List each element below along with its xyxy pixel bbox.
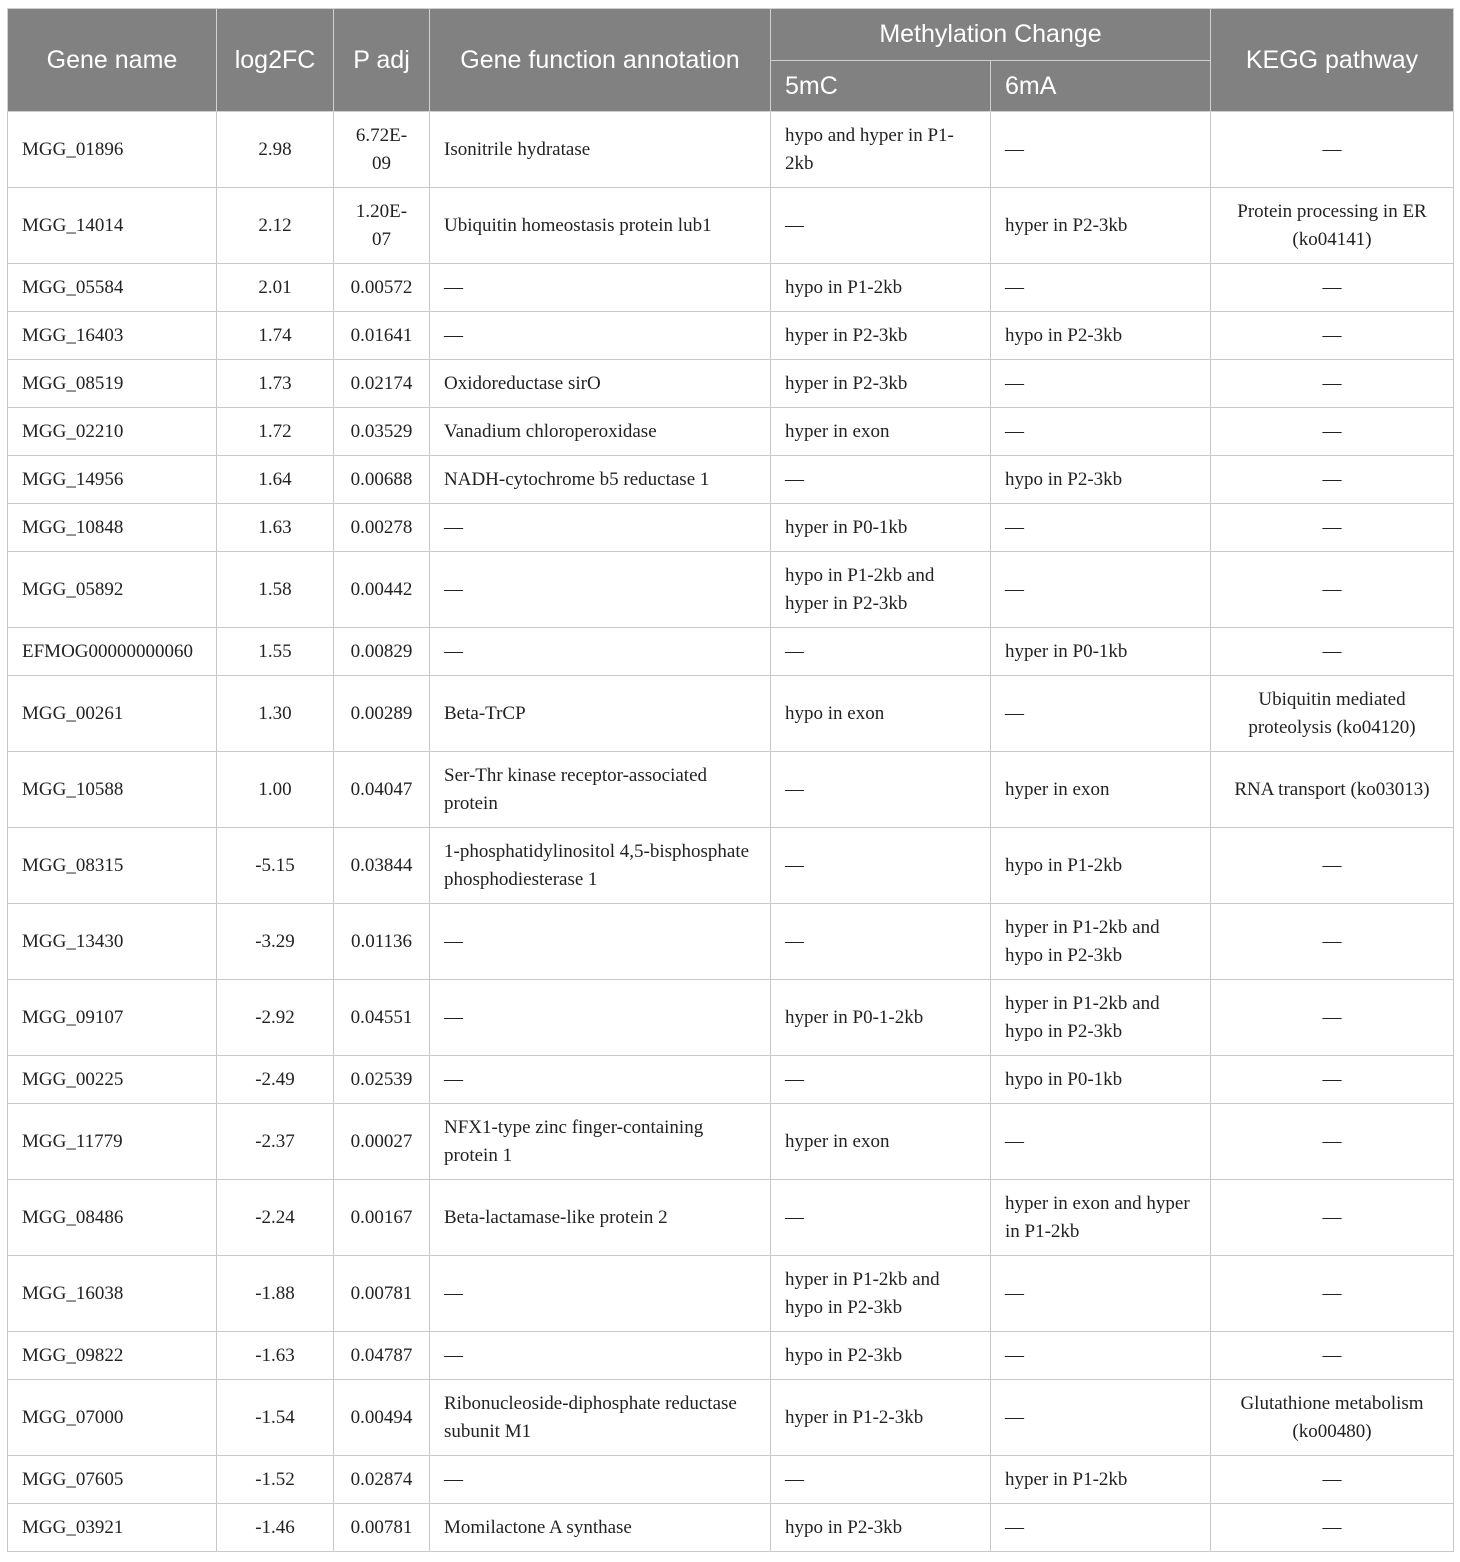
cell-padj: 0.00167 bbox=[334, 1180, 430, 1256]
cell-padj: 0.00494 bbox=[334, 1380, 430, 1456]
cell-gene-name: MGG_16038 bbox=[8, 1256, 217, 1332]
cell-gene-function: Ser-Thr kinase receptor-associated protein bbox=[430, 752, 771, 828]
cell-padj: 0.04551 bbox=[334, 980, 430, 1056]
cell-kegg-pathway: — bbox=[1211, 1456, 1454, 1504]
cell-kegg-pathway: — bbox=[1211, 264, 1454, 312]
cell-log2fc: -1.63 bbox=[217, 1332, 334, 1380]
cell-padj: 0.00781 bbox=[334, 1504, 430, 1552]
table-row bbox=[8, 504, 1454, 552]
cell-log2fc: 1.30 bbox=[217, 676, 334, 752]
header-methylation-change: Methylation Change bbox=[771, 9, 1211, 61]
cell-gene-name: EFMOG00000000060 bbox=[8, 628, 217, 676]
cell-6ma: — bbox=[991, 408, 1211, 456]
cell-6ma: hyper in exon and hyper in P1-2kb bbox=[991, 1180, 1211, 1256]
cell-gene-name: MGG_14956 bbox=[8, 456, 217, 504]
cell-gene-name: MGG_05584 bbox=[8, 264, 217, 312]
cell-log2fc: 1.58 bbox=[217, 552, 334, 628]
cell-6ma: — bbox=[991, 504, 1211, 552]
cell-5mc: hyper in P1-2-3kb bbox=[771, 1380, 991, 1456]
cell-6ma: hypo in P0-1kb bbox=[991, 1056, 1211, 1104]
table-container bbox=[7, 8, 1453, 1552]
cell-5mc: hypo and hyper in P1-2kb bbox=[771, 112, 991, 188]
cell-5mc: — bbox=[771, 1456, 991, 1504]
cell-log2fc: -1.88 bbox=[217, 1256, 334, 1332]
cell-padj: 0.03529 bbox=[334, 408, 430, 456]
cell-6ma: hyper in P1-2kb and hypo in P2-3kb bbox=[991, 980, 1211, 1056]
cell-gene-function: — bbox=[430, 552, 771, 628]
cell-gene-function: Momilactone A synthase bbox=[430, 1504, 771, 1552]
cell-gene-name: MGG_07605 bbox=[8, 1456, 217, 1504]
cell-5mc: hyper in P2-3kb bbox=[771, 360, 991, 408]
table-row bbox=[8, 628, 1454, 676]
cell-gene-name: MGG_02210 bbox=[8, 408, 217, 456]
cell-padj: 6.72E-09 bbox=[334, 112, 430, 188]
cell-5mc: hypo in P1-2kb bbox=[771, 264, 991, 312]
cell-padj: 0.04787 bbox=[334, 1332, 430, 1380]
cell-gene-function: NADH-cytochrome b5 reductase 1 bbox=[430, 456, 771, 504]
cell-5mc: hyper in P0-1kb bbox=[771, 504, 991, 552]
cell-padj: 0.02874 bbox=[334, 1456, 430, 1504]
table-row bbox=[8, 264, 1454, 312]
cell-gene-name: MGG_03921 bbox=[8, 1504, 217, 1552]
cell-kegg-pathway: — bbox=[1211, 1504, 1454, 1552]
cell-kegg-pathway: Protein processing in ER (ko04141) bbox=[1211, 188, 1454, 264]
cell-6ma: hypo in P2-3kb bbox=[991, 456, 1211, 504]
cell-gene-function: Beta-TrCP bbox=[430, 676, 771, 752]
cell-gene-name: MGG_09822 bbox=[8, 1332, 217, 1380]
cell-5mc: hypo in P1-2kb and hyper in P2-3kb bbox=[771, 552, 991, 628]
cell-padj: 0.00278 bbox=[334, 504, 430, 552]
cell-log2fc: 2.01 bbox=[217, 264, 334, 312]
cell-padj: 0.02539 bbox=[334, 1056, 430, 1104]
cell-kegg-pathway: — bbox=[1211, 1332, 1454, 1380]
table-body bbox=[8, 112, 1454, 1552]
cell-padj: 0.00781 bbox=[334, 1256, 430, 1332]
table-row bbox=[8, 312, 1454, 360]
cell-6ma: — bbox=[991, 264, 1211, 312]
cell-gene-function: Beta-lactamase-like protein 2 bbox=[430, 1180, 771, 1256]
cell-5mc: — bbox=[771, 904, 991, 980]
cell-gene-name: MGG_10848 bbox=[8, 504, 217, 552]
cell-gene-function: 1-phosphatidylinositol 4,5-bisphosphate phosphodiesterase 1 bbox=[430, 828, 771, 904]
header-5mc: 5mC bbox=[771, 61, 991, 112]
cell-gene-name: MGG_00261 bbox=[8, 676, 217, 752]
cell-6ma: — bbox=[991, 1256, 1211, 1332]
cell-gene-function: Isonitrile hydratase bbox=[430, 112, 771, 188]
cell-log2fc: -2.92 bbox=[217, 980, 334, 1056]
cell-5mc: — bbox=[771, 1056, 991, 1104]
table-row bbox=[8, 676, 1454, 752]
cell-padj: 0.01641 bbox=[334, 312, 430, 360]
cell-padj: 0.03844 bbox=[334, 828, 430, 904]
cell-6ma: — bbox=[991, 1504, 1211, 1552]
cell-gene-name: MGG_08486 bbox=[8, 1180, 217, 1256]
cell-gene-name: MGG_10588 bbox=[8, 752, 217, 828]
table-row bbox=[8, 828, 1454, 904]
cell-6ma: — bbox=[991, 112, 1211, 188]
cell-kegg-pathway: — bbox=[1211, 1180, 1454, 1256]
cell-gene-name: MGG_07000 bbox=[8, 1380, 217, 1456]
cell-padj: 0.00027 bbox=[334, 1104, 430, 1180]
cell-padj: 0.00442 bbox=[334, 552, 430, 628]
cell-log2fc: 1.55 bbox=[217, 628, 334, 676]
cell-gene-function: Vanadium chloroperoxidase bbox=[430, 408, 771, 456]
cell-6ma: hyper in P2-3kb bbox=[991, 188, 1211, 264]
cell-gene-function: — bbox=[430, 904, 771, 980]
cell-5mc: — bbox=[771, 456, 991, 504]
cell-log2fc: -1.54 bbox=[217, 1380, 334, 1456]
cell-gene-function: — bbox=[430, 1056, 771, 1104]
cell-gene-name: MGG_16403 bbox=[8, 312, 217, 360]
cell-log2fc: -2.37 bbox=[217, 1104, 334, 1180]
header-gene-function: Gene function annotation bbox=[430, 9, 771, 112]
cell-gene-name: MGG_11779 bbox=[8, 1104, 217, 1180]
table-row bbox=[8, 408, 1454, 456]
table-row bbox=[8, 752, 1454, 828]
cell-log2fc: -5.15 bbox=[217, 828, 334, 904]
cell-5mc: — bbox=[771, 828, 991, 904]
table-row bbox=[8, 1456, 1454, 1504]
cell-padj: 0.01136 bbox=[334, 904, 430, 980]
cell-6ma: — bbox=[991, 552, 1211, 628]
cell-padj: 0.00829 bbox=[334, 628, 430, 676]
cell-gene-name: MGG_00225 bbox=[8, 1056, 217, 1104]
cell-kegg-pathway: — bbox=[1211, 1256, 1454, 1332]
cell-padj: 0.00688 bbox=[334, 456, 430, 504]
cell-5mc: hyper in exon bbox=[771, 408, 991, 456]
cell-kegg-pathway: Glutathione metabolism (ko00480) bbox=[1211, 1380, 1454, 1456]
cell-5mc: hypo in P2-3kb bbox=[771, 1504, 991, 1552]
table-row bbox=[8, 904, 1454, 980]
cell-gene-function: NFX1-type zinc finger-containing protein 1 bbox=[430, 1104, 771, 1180]
cell-6ma: hyper in P1-2kb bbox=[991, 1456, 1211, 1504]
cell-gene-function: — bbox=[430, 628, 771, 676]
cell-gene-name: MGG_09107 bbox=[8, 980, 217, 1056]
cell-kegg-pathway: Ubiquitin mediated proteolysis (ko04120) bbox=[1211, 676, 1454, 752]
cell-kegg-pathway: — bbox=[1211, 1104, 1454, 1180]
cell-5mc: hyper in P0-1-2kb bbox=[771, 980, 991, 1056]
cell-log2fc: 1.72 bbox=[217, 408, 334, 456]
cell-gene-function: — bbox=[430, 1456, 771, 1504]
cell-padj: 0.02174 bbox=[334, 360, 430, 408]
cell-6ma: — bbox=[991, 676, 1211, 752]
cell-log2fc: 2.98 bbox=[217, 112, 334, 188]
cell-kegg-pathway: — bbox=[1211, 312, 1454, 360]
cell-gene-function: — bbox=[430, 1332, 771, 1380]
cell-padj: 1.20E-07 bbox=[334, 188, 430, 264]
table-row bbox=[8, 552, 1454, 628]
header-padj: P adj bbox=[334, 9, 430, 112]
cell-6ma: — bbox=[991, 1332, 1211, 1380]
cell-5mc: hypo in P2-3kb bbox=[771, 1332, 991, 1380]
cell-kegg-pathway: — bbox=[1211, 360, 1454, 408]
table-row bbox=[8, 1504, 1454, 1552]
header-log2fc: log2FC bbox=[217, 9, 334, 112]
cell-kegg-pathway: — bbox=[1211, 112, 1454, 188]
cell-padj: 0.00289 bbox=[334, 676, 430, 752]
table-row bbox=[8, 188, 1454, 264]
cell-kegg-pathway: — bbox=[1211, 628, 1454, 676]
cell-log2fc: 1.63 bbox=[217, 504, 334, 552]
cell-5mc: — bbox=[771, 628, 991, 676]
cell-log2fc: -2.49 bbox=[217, 1056, 334, 1104]
cell-6ma: hyper in P1-2kb and hypo in P2-3kb bbox=[991, 904, 1211, 980]
cell-log2fc: -2.24 bbox=[217, 1180, 334, 1256]
cell-kegg-pathway: — bbox=[1211, 980, 1454, 1056]
gene-methylation-table bbox=[7, 8, 1454, 1552]
cell-kegg-pathway: — bbox=[1211, 828, 1454, 904]
cell-gene-function: — bbox=[430, 264, 771, 312]
cell-5mc: hypo in exon bbox=[771, 676, 991, 752]
cell-5mc: hyper in P2-3kb bbox=[771, 312, 991, 360]
header-kegg-pathway: KEGG pathway bbox=[1211, 9, 1454, 112]
table-row bbox=[8, 1256, 1454, 1332]
cell-gene-name: MGG_05892 bbox=[8, 552, 217, 628]
cell-kegg-pathway: RNA transport (ko03013) bbox=[1211, 752, 1454, 828]
table-row bbox=[8, 112, 1454, 188]
cell-6ma: — bbox=[991, 360, 1211, 408]
cell-gene-name: MGG_08315 bbox=[8, 828, 217, 904]
table-row bbox=[8, 1104, 1454, 1180]
cell-kegg-pathway: — bbox=[1211, 1056, 1454, 1104]
table-row bbox=[8, 456, 1454, 504]
cell-log2fc: 1.73 bbox=[217, 360, 334, 408]
cell-5mc: — bbox=[771, 752, 991, 828]
cell-gene-name: MGG_14014 bbox=[8, 188, 217, 264]
cell-log2fc: 1.64 bbox=[217, 456, 334, 504]
cell-gene-function: Ribonucleoside-diphosphate reductase subunit M1 bbox=[430, 1380, 771, 1456]
cell-kegg-pathway: — bbox=[1211, 552, 1454, 628]
cell-log2fc: 1.74 bbox=[217, 312, 334, 360]
cell-gene-function: — bbox=[430, 504, 771, 552]
table-header bbox=[8, 9, 1454, 112]
cell-6ma: hypo in P1-2kb bbox=[991, 828, 1211, 904]
cell-6ma: — bbox=[991, 1380, 1211, 1456]
cell-5mc: hyper in P1-2kb and hypo in P2-3kb bbox=[771, 1256, 991, 1332]
cell-5mc: — bbox=[771, 188, 991, 264]
cell-6ma: hyper in P0-1kb bbox=[991, 628, 1211, 676]
cell-gene-function: — bbox=[430, 312, 771, 360]
cell-padj: 0.00572 bbox=[334, 264, 430, 312]
header-gene-name: Gene name bbox=[8, 9, 217, 112]
cell-kegg-pathway: — bbox=[1211, 504, 1454, 552]
cell-log2fc: 1.00 bbox=[217, 752, 334, 828]
table-row bbox=[8, 1380, 1454, 1456]
cell-6ma: hyper in exon bbox=[991, 752, 1211, 828]
cell-log2fc: -3.29 bbox=[217, 904, 334, 980]
cell-6ma: hypo in P2-3kb bbox=[991, 312, 1211, 360]
cell-log2fc: -1.52 bbox=[217, 1456, 334, 1504]
cell-gene-name: MGG_08519 bbox=[8, 360, 217, 408]
header-6ma: 6mA bbox=[991, 61, 1211, 112]
cell-5mc: hyper in exon bbox=[771, 1104, 991, 1180]
cell-kegg-pathway: — bbox=[1211, 904, 1454, 980]
cell-kegg-pathway: — bbox=[1211, 408, 1454, 456]
cell-gene-name: MGG_01896 bbox=[8, 112, 217, 188]
cell-gene-function: Ubiquitin homeostasis protein lub1 bbox=[430, 188, 771, 264]
table-row bbox=[8, 1056, 1454, 1104]
cell-gene-function: — bbox=[430, 1256, 771, 1332]
cell-log2fc: -1.46 bbox=[217, 1504, 334, 1552]
cell-kegg-pathway: — bbox=[1211, 456, 1454, 504]
cell-gene-name: MGG_13430 bbox=[8, 904, 217, 980]
cell-6ma: — bbox=[991, 1104, 1211, 1180]
cell-gene-function: Oxidoreductase sirO bbox=[430, 360, 771, 408]
cell-log2fc: 2.12 bbox=[217, 188, 334, 264]
table-row bbox=[8, 1180, 1454, 1256]
cell-gene-function: — bbox=[430, 980, 771, 1056]
cell-5mc: — bbox=[771, 1180, 991, 1256]
table-row bbox=[8, 980, 1454, 1056]
cell-padj: 0.04047 bbox=[334, 752, 430, 828]
table-row bbox=[8, 1332, 1454, 1380]
table-row bbox=[8, 360, 1454, 408]
